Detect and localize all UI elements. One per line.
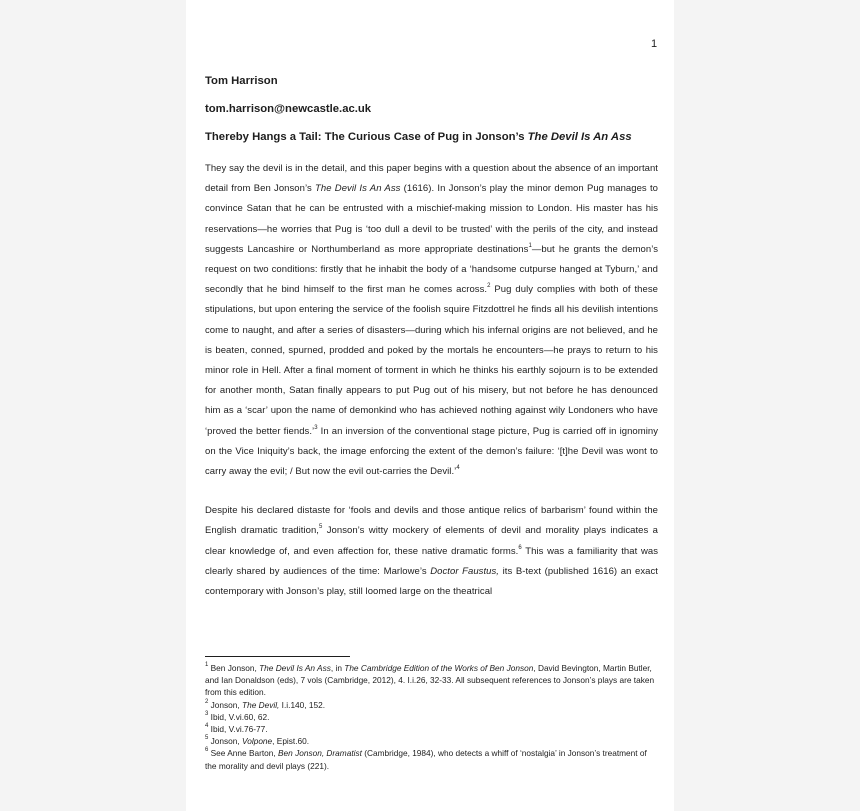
- author-name: Tom Harrison: [205, 75, 278, 87]
- footnote-6: [205, 747, 658, 771]
- footnote-ref-3[interactable]: 3: [314, 424, 318, 431]
- footnote-3-number: 3: [205, 710, 209, 717]
- p2-play-title: Doctor Faustus,: [430, 565, 499, 577]
- footnote-3: [205, 711, 658, 723]
- footnote-5-text-b: , Epist.60.: [272, 736, 310, 747]
- p2-text-3: This was a familiarity that was clearly shared by audiences of the time: Marlowe’s: [205, 545, 658, 577]
- footnote-ref-4[interactable]: 4: [456, 465, 460, 472]
- footnote-1-text-a: Ben Jonson,: [208, 663, 260, 673]
- p1-text-4: Pug duly complies with both of these stipulations, but upon entering the service of the foolish squire Fitzdottrel he finds all his devilish intentions come to naught, and after a series of disasters—during which his infernal origins are not believed, and he is beaten, conned, spurned, prodded and poked by the mortals he encounters—he prays to return to his minor role in Hell. After a final moment of torment in which he thinks his earthly sojourn is to be extended for another month, Satan finally appears to put Pug out of his misery, but not before he has denounced him as a ‘scar’ upon the name of demonkind who has achieved nothing against wily Londoners who have ‘proved the better fiends.’: [205, 284, 658, 437]
- footnote-6-text-a: See Anne Barton,: [208, 748, 278, 759]
- footnote-5: [205, 735, 658, 747]
- p1-text-1: They say the devil is in the detail, and this paper begins with a question about the absence of an important detail from Ben Jonson’s: [205, 163, 658, 195]
- footnote-4: [205, 723, 658, 735]
- footnote-1-text-b: , in: [330, 663, 345, 673]
- p2-text-1: Despite his declared distaste for ‘fools and devils and those antique relics of barbarism’ found within the English dramatic tradition,: [205, 505, 658, 537]
- header-block: [205, 74, 658, 158]
- paragraph-2: [205, 501, 658, 602]
- p1-text-2: (1616). In Jonson’s play the minor demon Pug manages to convince Satan that he can be entrusted with a mischief-making mission to London. His master has his reservations—he worries that Pug is ‘too dull a devil to be trusted’ with the perils of the city, and instead suggests Lancashire or Northumberland as more appropriate destinations: [205, 183, 658, 255]
- footnote-1: [205, 662, 658, 699]
- footnote-4-text-a: Ibid, V.vi.76-77.: [208, 724, 268, 735]
- footnote-2-number: 2: [205, 698, 209, 705]
- footnote-ref-5[interactable]: 5: [318, 524, 323, 531]
- author-email: tom.harrison@newcastle.ac.uk: [205, 103, 372, 115]
- footnote-3-text-a: Ibid, V.vi.60, 62.: [208, 711, 270, 722]
- footnote-2: [205, 699, 658, 711]
- p1-text-3: —but he grants the demon’s request on two conditions: firstly that he inhabit the body of a ‘handsome cutpurse hanged at Tyburn,’ and secondly that he bind himself to the first man he comes across.: [205, 243, 658, 296]
- p1-play-title: The Devil Is An Ass: [315, 183, 401, 195]
- footnote-6-number: 6: [205, 747, 209, 754]
- footnote-ref-2[interactable]: 2: [487, 283, 491, 290]
- body-text: [205, 159, 658, 602]
- footnote-separator: [205, 656, 350, 657]
- page-number: 1: [651, 38, 658, 50]
- footnote-5-text-a: Jonson,: [208, 736, 243, 747]
- footnote-6-text-b: (Cambridge, 1984), who detects a whiff of ‘nostalgia’ in Jonson’s treatment of the morality and devil plays (221).: [205, 748, 647, 771]
- footnote-6-italic-a: Ben Jonson, Dramatist: [278, 748, 362, 759]
- footnote-5-number: 5: [205, 735, 209, 742]
- p2-text-2: Jonson’s witty mockery of elements of devil and morality plays indicates a clear knowledge of, and even affection for, these native dramatic forms.: [205, 525, 658, 557]
- footnote-1-text-c: , David Bevington, Martin Butler, and Ian Donaldson (eds), 7 vols (Cambridge, 2012), 4. I.i.26, 32-33. All subsequent references to Jonson’s plays are taken from this edition.: [205, 663, 655, 698]
- footnote-4-number: 4: [205, 723, 209, 730]
- footnote-2-text-a: Jonson,: [208, 699, 243, 710]
- footnote-1-italic-b: The Cambridge Edition of the Works of Ben Jonson: [344, 663, 534, 673]
- footnote-ref-1[interactable]: 1: [528, 242, 532, 249]
- footnote-5-italic-a: Volpone: [242, 736, 273, 747]
- footnote-1-italic-a: The Devil Is An Ass: [259, 663, 331, 673]
- paragraph-1: [205, 159, 658, 482]
- paper-title: [205, 130, 658, 158]
- title-play: The Devil Is An Ass: [527, 131, 632, 143]
- footnotes: [205, 662, 658, 772]
- footnote-ref-6[interactable]: 6: [518, 544, 522, 551]
- footnote-2-italic-a: The Devil,: [242, 699, 280, 710]
- p1-text-5: In an inversion of the conventional stage picture, Pug is carried off in ignominy on the Vice Iniquity’s back, the image enforcing the extent of the demon’s failure: ‘[t]he Devil was wont to carry away the evil; / But now the evil out-carries the Devil.’: [205, 425, 659, 478]
- footnote-2-text-b: I.i.140, 152.: [279, 699, 326, 710]
- p2-text-4: its B-text (published 1616) an exact contemporary with Jonson’s play, still loomed large on the theatrical: [205, 565, 658, 598]
- footnote-1-number: 1: [205, 662, 209, 668]
- title-main: Thereby Hangs a Tail: The Curious Case of Pug in Jonson’s: [205, 131, 528, 143]
